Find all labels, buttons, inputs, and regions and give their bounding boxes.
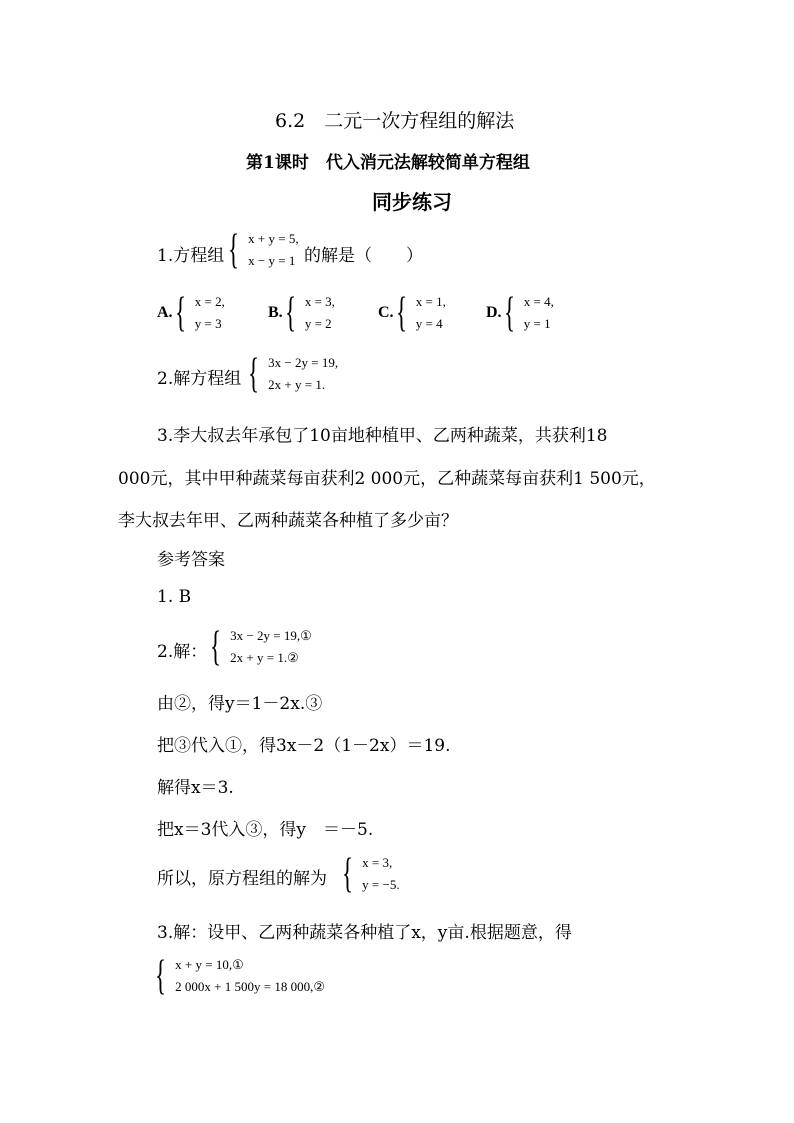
answer-3-eq1: x + y = 10,① <box>175 957 244 972</box>
q2-system <box>248 352 338 396</box>
option-b <box>268 291 335 335</box>
q3-line-1: 3.李大叔去年承包了10亩地种植甲、乙两种蔬菜，共获利18 <box>157 426 608 446</box>
option-b-label: B. <box>268 304 283 321</box>
q2-eq2: 2x + y = 1. <box>268 377 326 392</box>
brace-glyph: { <box>248 351 260 397</box>
answer-3-system <box>155 954 325 998</box>
brace-glyph: { <box>155 953 167 999</box>
answer-2-eq1: 3x − 2y = 19,① <box>230 628 312 643</box>
section-heading: 同步练习 <box>372 190 452 214</box>
q2-prefix: 2.解方程组 <box>157 369 242 389</box>
answer-2-eq2: 2x + y = 1.② <box>230 650 299 665</box>
q1-suffix: 的解是（ ） <box>304 246 423 266</box>
answer-3-intro: 3.解：设甲、乙两种蔬菜各种植了x，y亩.根据题意，得 <box>157 923 572 943</box>
answer-2-step-2: 把③代入①，得3x－2（1－2x）＝19. <box>157 736 451 756</box>
answer-2-system <box>210 625 312 669</box>
answer-1: 1. B <box>157 587 192 607</box>
answer-2-sol-x: x = 3, <box>362 855 393 870</box>
brace-glyph: { <box>210 624 222 670</box>
option-d-eq1: x = 4, <box>523 294 554 309</box>
option-c-eq1: x = 1, <box>415 294 446 309</box>
answer-2-sol-y: y = −5. <box>362 877 400 892</box>
brace-glyph: { <box>284 290 296 336</box>
page-subtitle: 第1课时 代入消元法解较简单方程组 <box>246 153 530 173</box>
option-b-eq2: y = 2 <box>304 316 332 331</box>
option-c <box>378 291 446 335</box>
option-b-eq1: x = 3, <box>304 294 335 309</box>
q1-prefix: 1.方程组 <box>157 246 225 266</box>
option-a-label: A. <box>157 304 173 321</box>
option-d-label: D. <box>486 304 502 321</box>
option-c-label: C. <box>378 304 394 321</box>
q3-line-3: 李大叔去年甲、乙两种蔬菜各种植了多少亩？ <box>118 511 458 531</box>
brace-glyph: { <box>342 851 354 897</box>
answers-heading: 参考答案 <box>157 550 225 570</box>
answer-2-step-4: 把x＝3代入③，得y ＝－5. <box>157 820 374 840</box>
answer-2-solution-system <box>342 852 400 896</box>
option-d-eq2: y = 1 <box>523 316 551 331</box>
option-c-eq2: y = 4 <box>415 316 443 331</box>
answer-2-conclusion: 所以，原方程组的解为 <box>157 869 327 889</box>
answer-2-step-1: 由②，得y＝1－2x.③ <box>157 694 323 714</box>
brace-glyph: { <box>395 290 407 336</box>
q1-system <box>228 228 299 272</box>
q2-eq1: 3x − 2y = 19, <box>268 355 339 370</box>
option-d <box>486 291 554 335</box>
q3-line-2: 000元，其中甲种蔬菜每亩获利2 000元，乙种蔬菜每亩获利1 500元， <box>118 469 656 489</box>
brace-glyph: { <box>228 227 240 273</box>
page-title: 6.2 二元一次方程组的解法 <box>275 110 515 132</box>
answer-3-eq2: 2 000x + 1 500y = 18 000,② <box>175 979 325 994</box>
answer-2-prefix: 2.解： <box>157 642 208 662</box>
q1-eq1: x + y = 5, <box>248 231 299 246</box>
q1-eq2: x − y = 1 <box>248 253 296 268</box>
option-a <box>157 291 225 335</box>
option-a-eq2: y = 3 <box>194 316 222 331</box>
brace-glyph: { <box>503 290 515 336</box>
brace-glyph: { <box>174 290 186 336</box>
option-a-eq1: x = 2, <box>194 294 225 309</box>
answer-2-step-3: 解得x＝3. <box>157 778 234 798</box>
